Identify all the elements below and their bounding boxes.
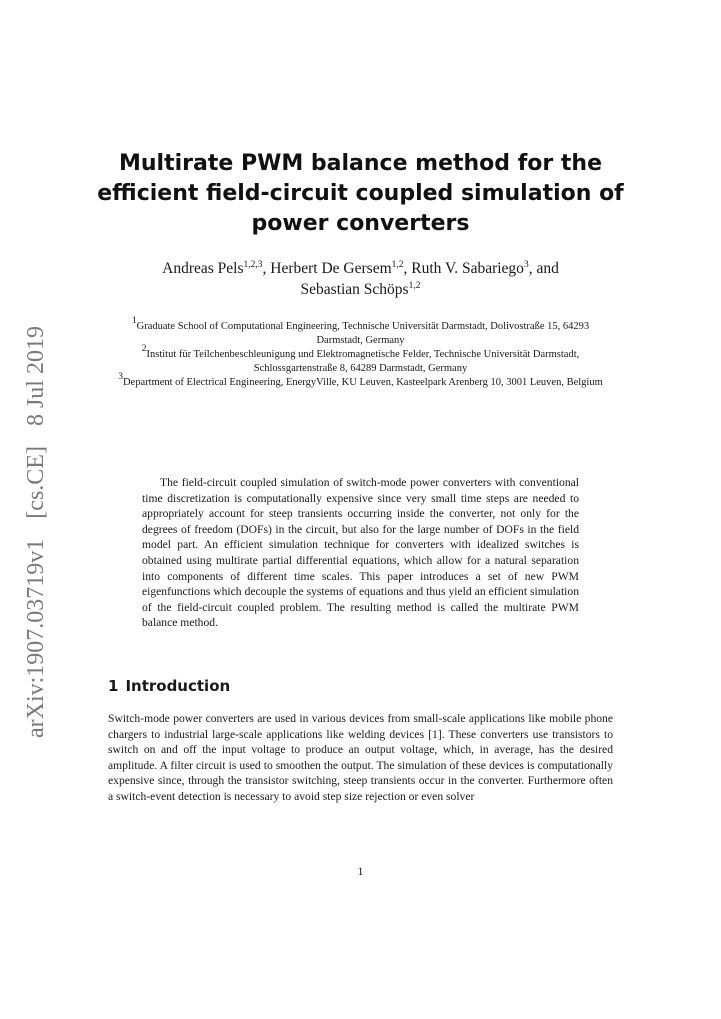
affiliation: $^1$Graduate School of Computational Engineering, Technische Universität Darmstadt, Dolivostraße 15, 64293 Darmstadt, Germany [131, 316, 590, 346]
section-heading [108, 676, 613, 696]
author: Andreas Pels$^{1,2,3}$, [162, 260, 271, 277]
arxiv-date: 8 Jul 2019 [23, 326, 49, 427]
arxiv-identifier [16, 0, 56, 738]
author: Herbert De Gersem$^{1,2}$, [270, 260, 412, 277]
affiliation: $^3$Department of Electrical Engineering, EnergyVille, KU Leuven, Kasteelpark Arenberg 10, 3001 Leuven, Belgium [118, 372, 603, 388]
section-title: Introduction [125, 677, 231, 695]
author-list [100, 258, 621, 300]
section-number: 1 [108, 677, 119, 695]
arxiv-category: [cs.CE] [23, 446, 49, 519]
author: Sebastian Schöps$^{1,2}$ [300, 281, 421, 298]
paper-title: Multirate PWM balance method for the efficient field-circuit coupled simulation of power converters [97, 151, 624, 236]
section-body: Switch-mode power converters are used in various devices from small-scale applications like mobile phone chargers to industrial large-scale applications like welding devices [1]. These converters use transistors to switch on and off the input voltage to produce an output voltage, which, in average, has the desired amplitude. A filter circuit is used to smoothen the output. The simulation of these devices is computationally expensive since, through the transistor switching, steep transients occur in the converter. Furthermore often a switch-event detection is necessary to avoid step size rejection or even solver [108, 712, 613, 803]
arxiv-id: arXiv:1907.03719v1 [23, 538, 49, 738]
page-number: 1 [357, 866, 364, 878]
author: Ruth V. Sabariego$^3$, and [411, 260, 559, 277]
abstract: The field-circuit coupled simulation of switch-mode power converters with conventional time discretization is computationally expensive since very small time steps are needed to appropriately account for steep transients occurring inside the converter, not only for the degrees of freedom (DOFs) in the circuit, but also for the large number of DOFs in the field model part. An efficient simulation technique for converters with idealized switches is obtained using multirate partial differential equations, which allow for a natural separation into components of different time scales. This paper introduces a set of new PWM eigenfunctions which decouple the systems of equations and thus yield an efficient simulation of the field-circuit coupled problem. The resulting method is called the multirate PWM balance method. [142, 476, 579, 630]
affiliation-list [110, 316, 611, 390]
affiliation: $^2$Institut für Teilchenbeschleunigung und Elektromagnetische Felder, Technische Universität Darmstadt, Schlossgartenstraße 8, 64289 Darmstadt, Germany [141, 344, 580, 374]
